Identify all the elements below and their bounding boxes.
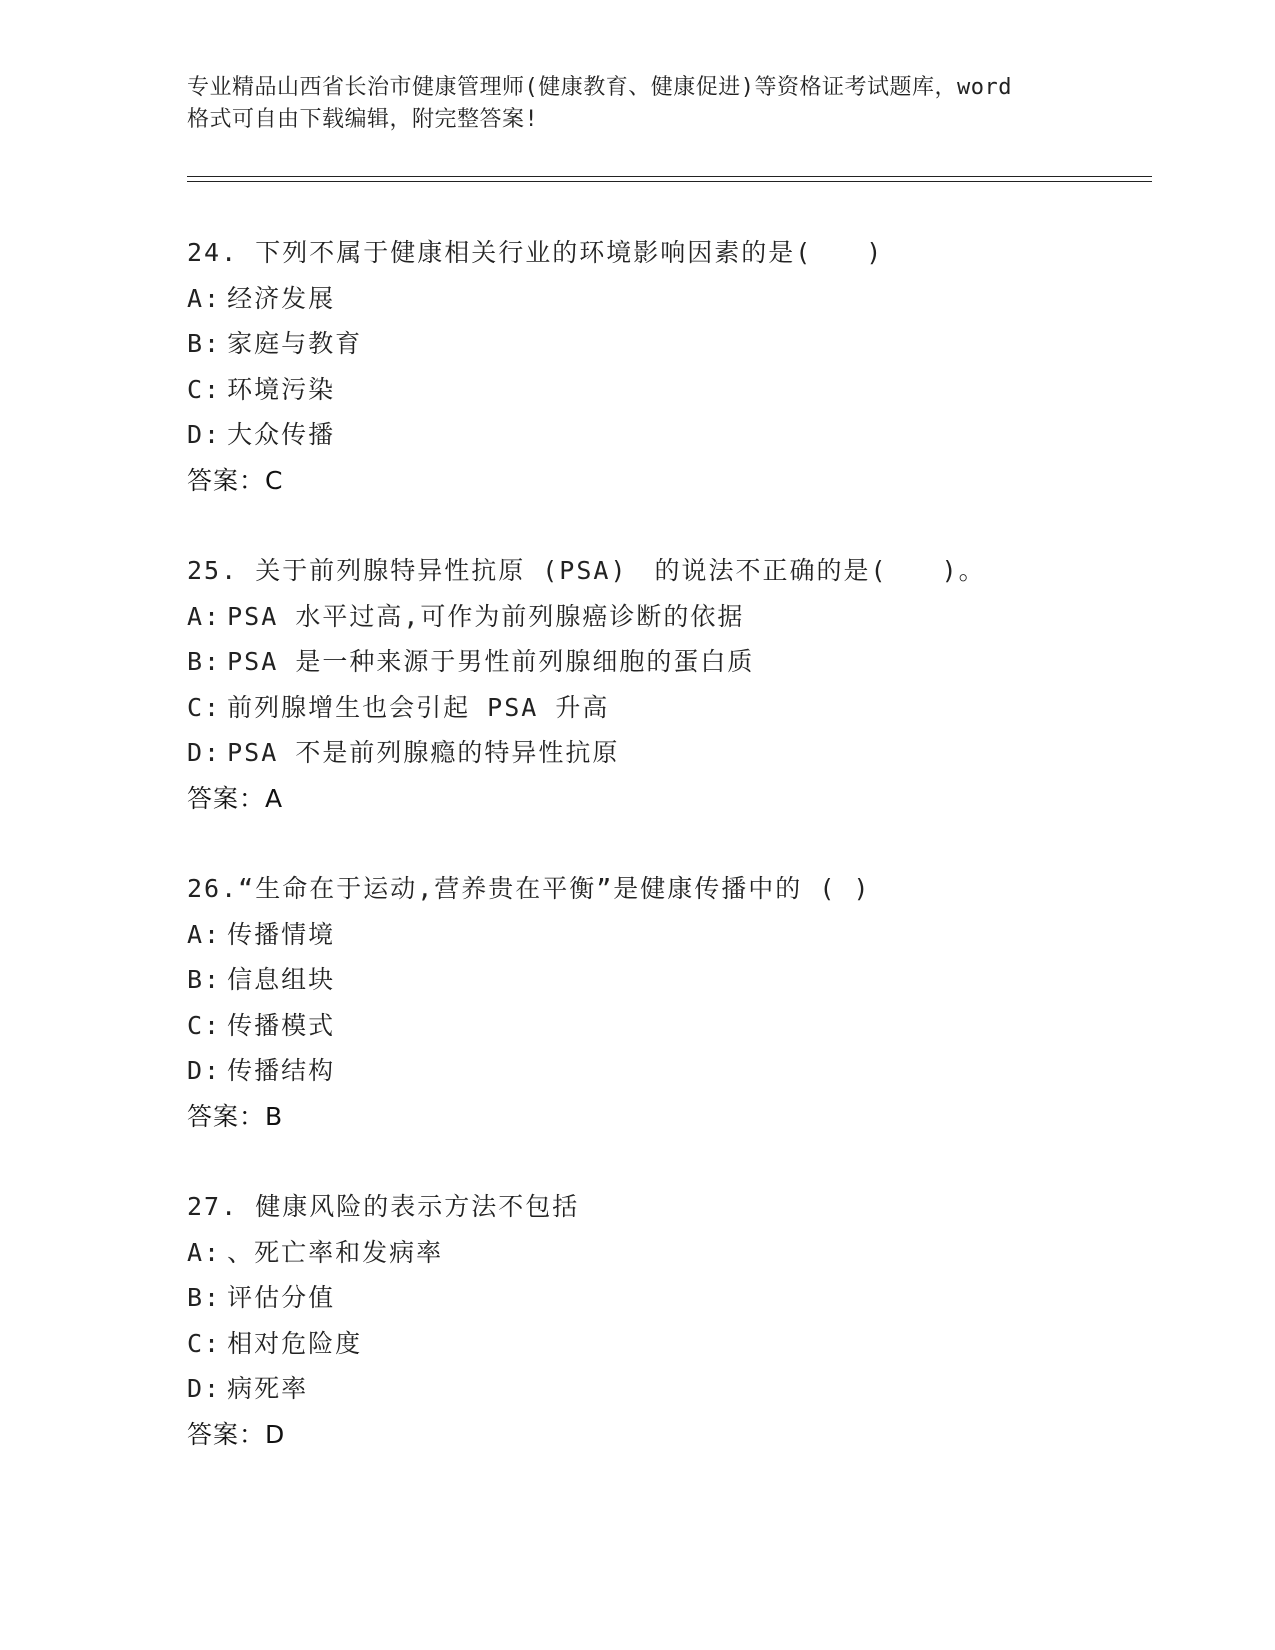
question-25 [187,548,1147,821]
option-d [187,412,1147,458]
question-stem: 24. 下列不属于健康相关行业的环境影响因素的是( ) [187,238,884,267]
option-text: 、死亡率和发病率 [227,1237,444,1267]
option-text: 家庭与教育 [227,329,363,358]
option-key: A: [187,1237,222,1267]
option-c [187,1003,1147,1049]
option-c [187,367,1147,413]
option-key: B: [187,329,222,358]
question-27 [187,1184,1147,1457]
option-text: 传播结构 [227,1056,336,1085]
option-key: B: [187,965,222,994]
option-key: D: [187,738,222,767]
option-text: PSA 是一种来源于男性前列腺细胞的蛋白质 [227,647,755,676]
option-key: C: [187,1328,222,1358]
header-divider-top [187,176,1152,177]
option-key: D: [187,1374,222,1403]
option-text: 大众传播 [227,420,336,449]
option-text: 前列腺增生也会引起 PSA 升高 [227,692,610,722]
option-text: 信息组块 [227,965,336,994]
option-key: A: [187,601,222,631]
answer: 答案：D [187,1419,286,1449]
option-text: 经济发展 [227,283,336,313]
question-stem: 26.“生命在于运动,营养贵在平衡”是健康传播中的 ( ) [187,874,871,903]
question-26 [187,866,1147,1139]
option-d [187,1366,1147,1412]
option-key: C: [187,374,222,404]
option-key: B: [187,1283,222,1312]
header-divider-bottom [187,181,1152,182]
option-c [187,685,1147,731]
option-b [187,957,1147,1003]
option-text: PSA 水平过高,可作为前列腺癌诊断的依据 [227,601,745,631]
option-key: A: [187,919,222,949]
header-line-2: 格式可自由下载编辑，附完整答案! [187,107,539,132]
question-24 [187,230,1147,503]
option-a [187,276,1147,322]
option-a [187,594,1147,640]
option-text: 环境污染 [227,374,336,404]
question-stem: 25. 关于前列腺特异性抗原 (PSA) 的说法不正确的是( )。 [187,556,986,585]
answer: 答案：A [187,783,284,813]
option-d [187,730,1147,776]
header-line-1: 专业精品山西省长治市健康管理师(健康教育、健康促进)等资格证考试题库，word [187,75,1012,100]
option-key: D: [187,420,222,449]
option-a [187,1230,1147,1276]
option-b [187,639,1147,685]
option-b [187,321,1147,367]
option-key: C: [187,1010,222,1040]
option-key: A: [187,283,222,313]
option-b [187,1275,1147,1321]
option-key: D: [187,1056,222,1085]
option-text: 相对危险度 [227,1328,363,1358]
option-text: 传播情境 [227,919,336,949]
answer: 答案：C [187,465,284,495]
option-key: B: [187,647,222,676]
option-d [187,1048,1147,1094]
answer: 答案：B [187,1101,284,1131]
document-header [187,72,1087,136]
option-c [187,1321,1147,1367]
option-a [187,912,1147,958]
option-key: C: [187,692,222,722]
option-text: 传播模式 [227,1010,336,1040]
question-stem: 27. 健康风险的表示方法不包括 [187,1192,580,1221]
option-text: 病死率 [227,1374,309,1403]
option-text: PSA 不是前列腺瘾的特异性抗原 [227,738,620,767]
option-text: 评估分值 [227,1283,336,1312]
